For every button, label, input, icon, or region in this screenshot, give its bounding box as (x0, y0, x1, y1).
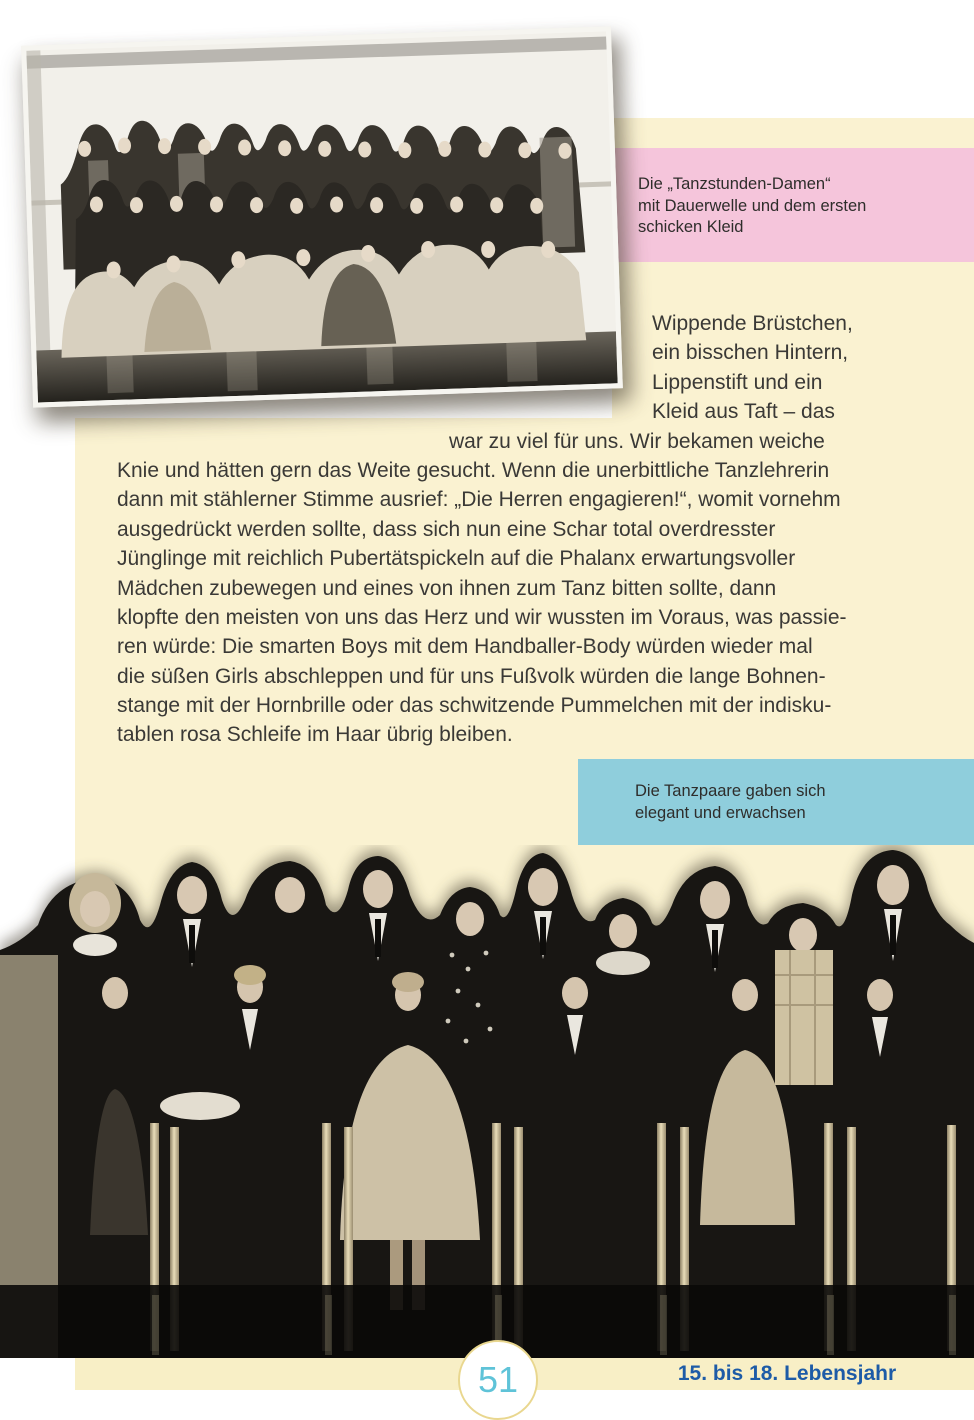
page-number: 51 (477, 1359, 519, 1400)
body-line: war zu viel für uns. Wir bekamen weiche (449, 429, 825, 453)
body-line: Wippende Brüstchen, (652, 312, 853, 335)
body-line: dann mit stählerner Stimme ausrief: „Die Herren engagieren!“, womit vornehm (117, 488, 841, 512)
photo-dance-couples (0, 845, 974, 1358)
photo-dance-ladies-art (26, 31, 617, 402)
body-line: Lippenstift und ein (652, 370, 823, 394)
caption-box-tanzpaare (578, 759, 974, 845)
caption-tanzpaare-text (635, 781, 826, 824)
caption-line: mit Dauerwelle und dem ersten (638, 196, 867, 215)
caption-line: schicken Kleid (638, 218, 744, 236)
caption-tanzstunden-text (638, 174, 866, 239)
body-line: Knie und hätten gern das Weite gesucht. Wenn die unerbittliche Tanzlehrerin (117, 458, 830, 482)
body-line: Mädchen zubewegen und eines von ihnen zum Tanz bitten sollte, dann (117, 576, 777, 600)
caption-box-tanzstunden (612, 148, 974, 262)
body-line: ein bisschen Hintern, (652, 341, 849, 365)
footer-chapter-label: 15. bis 18. Lebensjahr (677, 1362, 897, 1385)
caption-line: Die Tanzpaare gaben sich (635, 782, 826, 800)
caption-line: Die „Tanzstunden-Damen“ (638, 175, 831, 193)
body-line: Kleid aus Taft – das (652, 400, 835, 424)
body-line: ausgedrückt werden sollte, dass sich nun eine Schar total overdresster (117, 517, 776, 541)
body-line: stange mit der Hornbrille oder das schwitzende Pummelchen mit der indisku- (117, 694, 832, 718)
photo-dance-ladies (21, 26, 623, 407)
body-line: die süßen Girls abschleppen und für uns Fußvolk würden die lange Bohnen- (117, 664, 826, 688)
body-line: ren würde: Die smarten Boys mit dem Handballer-Body würden wieder mal (117, 635, 813, 659)
body-line: klopfte den meisten von uns das Herz und wir wussten im Voraus, was passie- (117, 605, 847, 629)
caption-line: elegant und erwachsen (635, 803, 806, 822)
body-line: Jünglinge mit reichlich Pubertätspickeln auf die Phalanx erwartungsvoller (117, 547, 796, 571)
body-line: tablen rosa Schleife im Haar übrig bleiben. (117, 723, 513, 747)
page-number-circle (458, 1340, 538, 1420)
